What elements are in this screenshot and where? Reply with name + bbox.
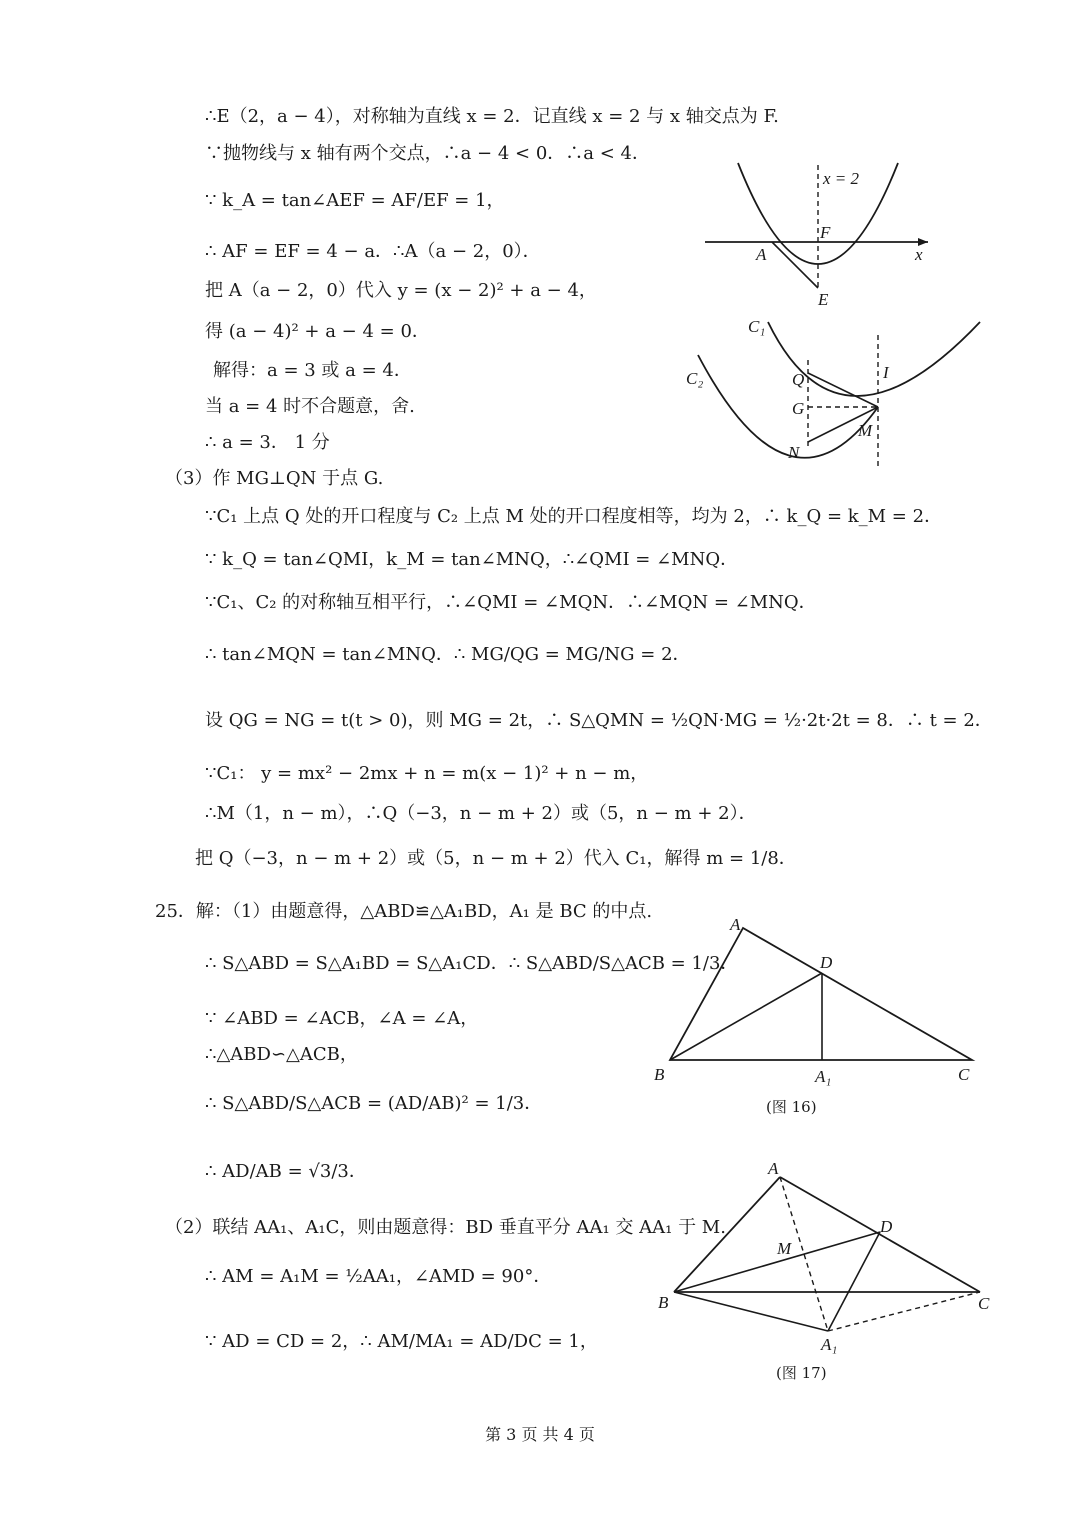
line-16: ∵C₁： y = mx² − 2mx + n = m(x − 1)² + n − m，	[205, 763, 649, 784]
line-23: ∴ S△ABD/S△ACB = (AD/AB)² = 1/3．	[205, 1093, 543, 1114]
line-19: 25．解：（1）由题意得，△ABD≌△A₁BD，A₁ 是 BC 的中点.	[155, 901, 653, 922]
figure-curves	[680, 310, 1000, 470]
line-10: （3）作 MG⊥QN 于点 G.	[165, 468, 384, 489]
point-m: M	[858, 421, 873, 440]
point-n: N	[788, 443, 800, 462]
line-4: ∴ AF = EF = 4 − a．∴A（a − 2，0）．	[205, 241, 541, 262]
point-q: Q	[792, 370, 805, 389]
line-14: ∴ tan∠MQN = tan∠MNQ．∴ MG/QG = MG/NG = 2．	[205, 644, 691, 665]
figure-17-caption: (图 17)	[776, 1364, 827, 1382]
line-1: ∴E（2，a − 4），对称轴为直线 x = 2．记直线 x = 2 与 x 轴交点为 F.	[205, 106, 779, 127]
point-d: D	[820, 953, 833, 972]
figure-16-caption: (图 16)	[766, 1098, 817, 1116]
line-2: ∵抛物线与 x 轴有两个交点，∴a − 4 < 0．∴a < 4．	[205, 143, 650, 164]
segment-qm	[808, 373, 878, 407]
x-axis-label: x	[915, 245, 923, 264]
line-9: ∴ a = 3． 1 分	[205, 432, 330, 453]
curve-label-c2: C₂	[686, 369, 704, 388]
segment-ae	[772, 242, 818, 288]
point-m: M	[777, 1239, 792, 1258]
line-15: 设 QG = NG = t(t > 0)，则 MG = 2t，∴ S△QMN = ½QN·MG = ½·2t·2t = 8．∴ t = 2．	[205, 710, 993, 731]
curve-label-c1: C₁	[748, 317, 766, 336]
point-c: C	[958, 1065, 970, 1084]
segment-ab	[674, 1177, 780, 1292]
point-e: E	[818, 290, 829, 309]
line-label: x = 2	[823, 169, 860, 188]
line-24: ∴ AD/AB = √3/3．	[205, 1161, 367, 1182]
point-i: I	[883, 363, 889, 382]
line-11: ∵C₁ 上点 Q 处的开口程度与 C₂ 上点 M 处的开口程度相等，均为 2，∴ k_Q = k_M = 2．	[205, 506, 943, 527]
line-26: ∴ AM = A₁M = ½AA₁，∠AMD = 90°．	[205, 1266, 552, 1287]
page-footer: 第 3 页 共 4 页	[485, 1425, 595, 1444]
point-b: B	[654, 1065, 665, 1084]
point-a1: A₁	[821, 1335, 838, 1354]
figure-16	[650, 910, 990, 1090]
triangle-abc	[670, 928, 972, 1060]
figure-parabola	[690, 160, 940, 310]
point-a: A	[768, 1159, 779, 1178]
segment-da1	[828, 1232, 880, 1331]
line-25: （2）联结 AA₁、A₁C，则由题意得：BD 垂直平分 AA₁ 交 AA₁ 于 M.	[165, 1217, 726, 1238]
line-22: ∴△ABD∽△ACB，	[205, 1044, 358, 1065]
point-a: A	[730, 915, 741, 934]
line-6: 得 (a − 4)² + a − 4 = 0．	[205, 321, 430, 342]
figure-17	[650, 1155, 1000, 1355]
line-20: ∴ S△ABD = S△A₁BD = S△A₁CD．∴ S△ABD/S△ACB = 1/3．	[205, 953, 739, 974]
line-18: 把 Q（−3，n − m + 2）或（5，n − m + 2）代入 C₁，解得 m = 1/8．	[195, 848, 797, 869]
point-a1: A₁	[815, 1067, 832, 1086]
line-3: ∵ k_A = tan∠AEF = AF/EF = 1，	[205, 190, 505, 211]
line-21: ∵ ∠ABD = ∠ACB，∠A = ∠A，	[205, 1008, 479, 1029]
point-a: A	[756, 245, 767, 264]
line-27: ∵ AD = CD = 2，∴ AM/MA₁ = AD/DC = 1，	[205, 1331, 598, 1352]
line-17: ∴M（1，n − m），∴Q（−3，n − m + 2）或（5，n − m + 2）．	[205, 803, 757, 824]
point-b: B	[658, 1293, 669, 1312]
line-12: ∵ k_Q = tan∠QMI，k_M = tan∠MNQ，∴∠QMI = ∠MNQ．	[205, 549, 739, 570]
line-13: ∵C₁、C₂ 的对称轴互相平行，∴∠QMI = ∠MQN．∴∠MQN = ∠MNQ．	[205, 592, 817, 613]
line-8: 当 a = 4 时不合题意，舍.	[205, 396, 415, 417]
line-5: 把 A（a − 2，0）代入 y = (x − 2)² + a − 4，	[205, 280, 597, 301]
segment-a1c	[828, 1292, 980, 1331]
point-c: C	[978, 1294, 990, 1313]
line-7: 解得：a = 3 或 a = 4．	[213, 360, 412, 381]
segment-bd	[670, 973, 822, 1060]
point-g: G	[792, 399, 805, 418]
segment-ba1	[674, 1292, 828, 1331]
point-d: D	[880, 1217, 893, 1236]
point-f: F	[820, 223, 831, 242]
